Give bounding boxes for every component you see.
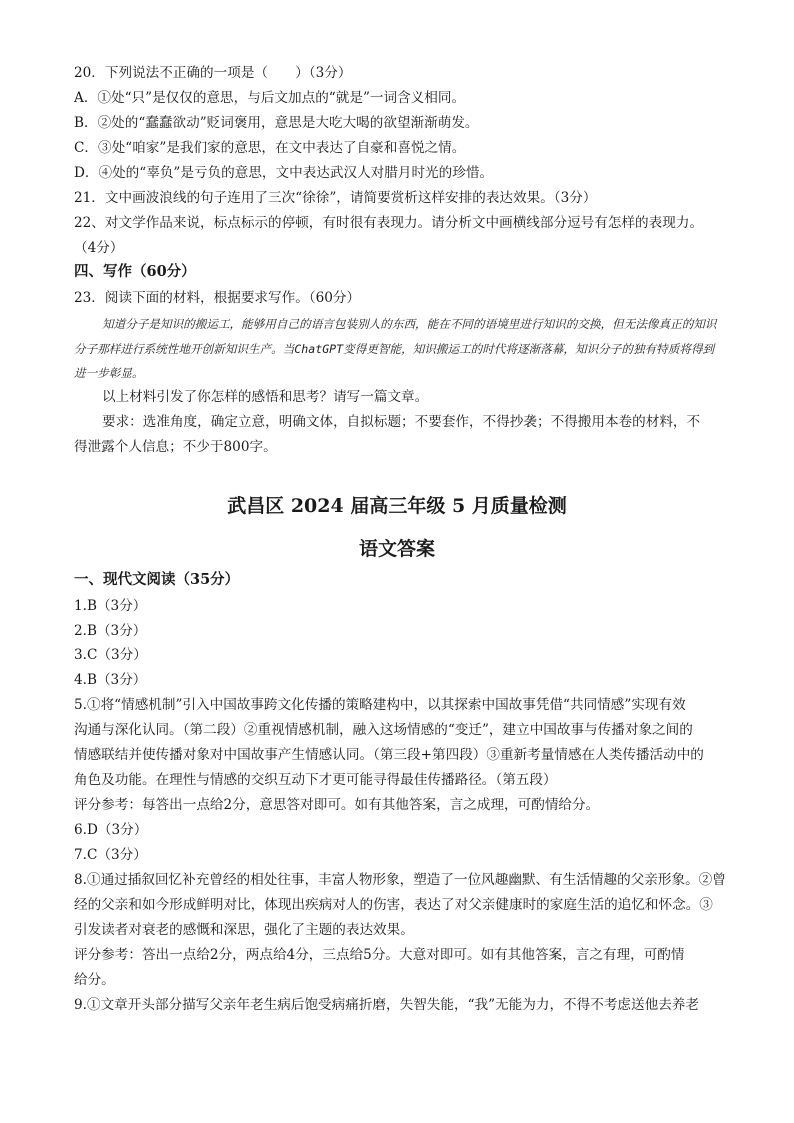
answer-7: 7.C（3分） [74, 847, 147, 863]
answer-8-line2: 经的父亲和如今形成鲜明对比，体现出疾病对人的伤害，表达了对父亲健康时的家庭生活的追忆和怀念。③ [74, 897, 713, 913]
answer-3: 3.C（3分） [74, 647, 147, 663]
answer-5-line4: 角色及功能。在理性与情感的交织互动下才更可能寻得最佳传播路径。（第五段） [74, 772, 557, 788]
answer-8-line3: 引发读者对衰老的感慨和深思，强化了主题的表达效果。 [74, 922, 414, 938]
answer-6: 6.D（3分） [74, 822, 148, 838]
answer-5-line3: 情感联结并使传播对象对中国故事产生情感认同。（第三段+第四段）③重新考量情感在人类传播活动中的 [74, 747, 704, 763]
q22-line2: （4分） [74, 240, 124, 256]
answer-5-line1: 5.①将“情感机制”引入中国故事跨文化传播的策略建构中，以其探索中国故事凭借“共同情感”实现有效 [74, 697, 686, 713]
q23-requirements-line2: 得泄露个人信息；不少于800字。 [74, 439, 277, 455]
answer-8-score-line2: 给分。 [74, 972, 115, 988]
answer-subtitle: 语文答案 [358, 538, 435, 560]
answer-1: 1.B（3分） [74, 598, 147, 614]
q23-prompt: 以上材料引发了你怎样的感悟和思考？请写一篇文章。 [102, 389, 429, 405]
answer-title: 武昌区 2024 届高三年级 5 月质量检测 [227, 495, 567, 517]
q23-requirements-line1: 要求：选准角度，确定立意，明确文体，自拟标题；不要套作，不得抄袭；不得搬用本卷的材料，不 [102, 414, 701, 430]
q20-option-a: A．①处“只”是仅仅的意思，与后文加点的“就是”一词含义相同。 [74, 90, 466, 106]
answer-5-line2: 沟通与深化认同。（第二段）②重视情感机制，融入这场情感的“变迁”，建立中国故事与传播对象之间的 [74, 722, 693, 738]
q20-stem: 20．下列说法不正确的一项是（ ）（3分） [74, 65, 352, 81]
section-reading-heading: 一、现代文阅读（35分） [74, 571, 240, 588]
q23-stem: 23．阅读下面的材料，根据要求写作。（60分） [74, 290, 361, 306]
answer-8-line1: 8.①通过插叙回忆补充曾经的相处往事，丰富人物形象，塑造了一位风趣幽默、有生活情趣的父亲形象。②曾 [74, 872, 726, 888]
answer-9-line1: 9.①文章开头部分描写父亲年老生病后饱受病痛折磨，失智失能，“我”无能为力，不得不考虑送他去养老 [74, 997, 699, 1013]
q22-line1: 22、对文学作品来说，标点标示的停顿，有时很有表现力。请分析文中画横线部分逗号有怎样的表现力。 [74, 215, 704, 231]
q21: 21．文中画波浪线的句子连用了三次“徐徐”，请简要赏析这样安排的表达效果。（3分） [74, 190, 597, 206]
answer-2: 2.B（3分） [74, 623, 147, 639]
answer-4: 4.B（3分） [74, 672, 147, 688]
answer-5-score: 评分参考：每答出一点给2分，意思答对即可。如有其他答案，言之成理，可酌情给分。 [74, 797, 600, 813]
q23-material: 知道分子是知识的搬运工，能够用自己的语言包装别人的东西，能在不同的语境里进行知识的交换，但无法像真正的知识分子那样进行系统性地开创新知识生产。当ChatGPT变得更智能，知识搬运工的时代将逐渐落幕，知识分子的独有特质将得到进一步彰显。 [74, 317, 717, 380]
q20-option-b: B．②处的“蠢蠢欲动”贬词褒用，意思是大吃大喝的欲望渐渐萌发。 [74, 115, 479, 131]
q20-option-d: D．④处的“辜负”是亏负的意思，文中表达武汉人对腊月时光的珍惜。 [74, 165, 494, 181]
q20-option-c: C．③处“咱家”是我们家的意思，在文中表达了自豪和喜悦之情。 [74, 140, 466, 156]
section-writing-heading: 四、写作（60分） [74, 263, 196, 280]
answer-8-score-line1: 评分参考：答出一点给2分，两点给4分，三点给5分。大意对即可。如有其他答案，言之有理，可酌情 [74, 947, 685, 963]
